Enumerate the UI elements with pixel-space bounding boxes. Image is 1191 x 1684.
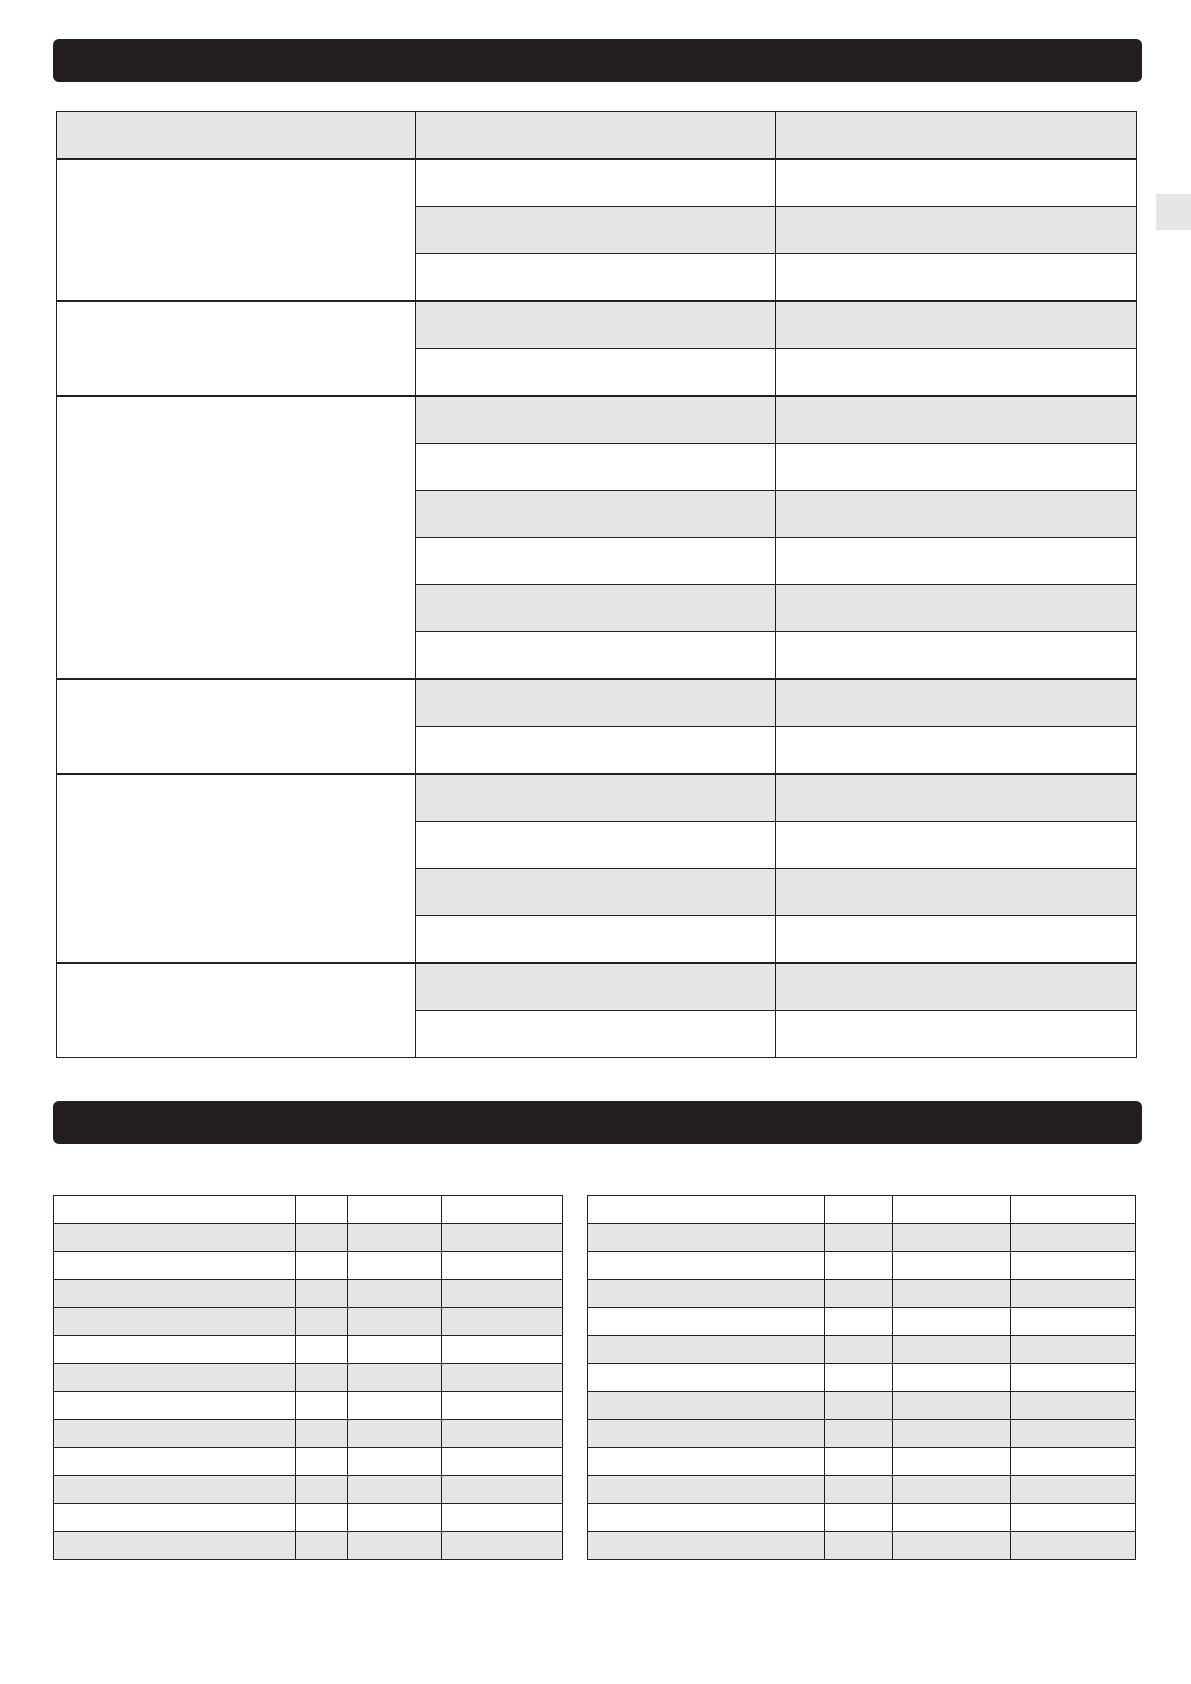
table-cell bbox=[416, 538, 776, 585]
table-cell bbox=[1011, 1532, 1136, 1560]
table-cell bbox=[296, 1280, 348, 1308]
table-cell bbox=[416, 774, 776, 822]
header-cell bbox=[416, 112, 776, 160]
table-cell bbox=[825, 1252, 893, 1280]
table-cell bbox=[416, 396, 776, 444]
table-cell bbox=[588, 1392, 825, 1420]
table-cell bbox=[416, 963, 776, 1011]
table-cell bbox=[54, 1308, 296, 1336]
table-cell bbox=[416, 159, 776, 207]
table-cell bbox=[1011, 1476, 1136, 1504]
table-cell bbox=[296, 1420, 348, 1448]
table-cell bbox=[1011, 1420, 1136, 1448]
table-row bbox=[54, 1420, 563, 1448]
specification-table bbox=[56, 111, 1137, 1058]
table-cell bbox=[825, 1280, 893, 1308]
table-cell bbox=[348, 1364, 442, 1392]
table-row bbox=[588, 1364, 1136, 1392]
table-cell bbox=[776, 632, 1137, 680]
table-cell bbox=[296, 1504, 348, 1532]
table-cell bbox=[588, 1476, 825, 1504]
group-label-cell bbox=[57, 396, 416, 679]
table-cell bbox=[1011, 1280, 1136, 1308]
table-cell bbox=[416, 254, 776, 302]
table-cell bbox=[825, 1308, 893, 1336]
table-cell bbox=[348, 1280, 442, 1308]
table-cell bbox=[776, 538, 1137, 585]
table-cell bbox=[1011, 1336, 1136, 1364]
table-cell bbox=[296, 1308, 348, 1336]
table-cell bbox=[588, 1504, 825, 1532]
table-cell bbox=[1011, 1224, 1136, 1252]
table-cell bbox=[348, 1420, 442, 1448]
table-row bbox=[588, 1224, 1136, 1252]
table-cell bbox=[893, 1504, 1011, 1532]
table-cell bbox=[776, 1011, 1137, 1058]
table-row bbox=[588, 1280, 1136, 1308]
table-row bbox=[588, 1336, 1136, 1364]
table-cell bbox=[296, 1476, 348, 1504]
table-cell bbox=[442, 1364, 563, 1392]
table-cell bbox=[54, 1196, 296, 1224]
table-cell bbox=[54, 1448, 296, 1476]
table-row bbox=[54, 1308, 563, 1336]
table-cell bbox=[1011, 1308, 1136, 1336]
table-cell bbox=[776, 254, 1137, 302]
table-cell bbox=[825, 1224, 893, 1252]
table-cell bbox=[442, 1252, 563, 1280]
table-cell bbox=[296, 1224, 348, 1252]
table-cell bbox=[442, 1504, 563, 1532]
table-cell bbox=[776, 963, 1137, 1011]
table-row bbox=[54, 1364, 563, 1392]
table-cell bbox=[1011, 1196, 1136, 1224]
table-cell bbox=[442, 1336, 563, 1364]
table-cell bbox=[776, 444, 1137, 491]
table-cell bbox=[825, 1532, 893, 1560]
table-cell bbox=[825, 1420, 893, 1448]
table-cell bbox=[442, 1280, 563, 1308]
table-cell bbox=[588, 1308, 825, 1336]
right-data-table bbox=[587, 1195, 1136, 1560]
table-row bbox=[588, 1476, 1136, 1504]
table-row bbox=[54, 1476, 563, 1504]
table-row bbox=[54, 1196, 563, 1224]
table-cell bbox=[348, 1196, 442, 1224]
table-cell bbox=[1011, 1252, 1136, 1280]
table-cell bbox=[588, 1532, 825, 1560]
header-cell bbox=[57, 112, 416, 160]
table-cell bbox=[416, 632, 776, 680]
table-cell bbox=[825, 1196, 893, 1224]
group-label-cell bbox=[57, 679, 416, 774]
table-cell bbox=[416, 822, 776, 869]
table-cell bbox=[348, 1448, 442, 1476]
table-cell bbox=[442, 1448, 563, 1476]
table-cell bbox=[588, 1448, 825, 1476]
table-row bbox=[588, 1392, 1136, 1420]
table-cell bbox=[416, 349, 776, 397]
table-cell bbox=[416, 916, 776, 964]
table-cell bbox=[1011, 1504, 1136, 1532]
table-cell bbox=[54, 1252, 296, 1280]
table-row bbox=[57, 963, 1137, 1011]
table-row bbox=[54, 1448, 563, 1476]
table-cell bbox=[54, 1224, 296, 1252]
table-cell bbox=[348, 1336, 442, 1364]
table-cell bbox=[348, 1392, 442, 1420]
table-cell bbox=[296, 1252, 348, 1280]
table-cell bbox=[588, 1224, 825, 1252]
table-cell bbox=[296, 1336, 348, 1364]
group-label-cell bbox=[57, 301, 416, 396]
table-cell bbox=[776, 916, 1137, 964]
table-cell bbox=[54, 1420, 296, 1448]
table-row bbox=[588, 1448, 1136, 1476]
table-cell bbox=[776, 159, 1137, 207]
table-cell bbox=[296, 1196, 348, 1224]
table-cell bbox=[1011, 1448, 1136, 1476]
table-cell bbox=[588, 1252, 825, 1280]
table-cell bbox=[296, 1532, 348, 1560]
table-cell bbox=[893, 1448, 1011, 1476]
table-cell bbox=[348, 1504, 442, 1532]
table-row bbox=[588, 1532, 1136, 1560]
table-cell bbox=[296, 1364, 348, 1392]
table-row bbox=[54, 1532, 563, 1560]
table-cell bbox=[442, 1476, 563, 1504]
table-cell bbox=[776, 491, 1137, 538]
table-cell bbox=[442, 1224, 563, 1252]
table-row bbox=[54, 1224, 563, 1252]
table-cell bbox=[588, 1336, 825, 1364]
table-cell bbox=[54, 1504, 296, 1532]
table-cell bbox=[588, 1364, 825, 1392]
table-cell bbox=[893, 1476, 1011, 1504]
table-cell bbox=[348, 1532, 442, 1560]
table-cell bbox=[588, 1196, 825, 1224]
table-cell bbox=[776, 774, 1137, 822]
table-row bbox=[588, 1308, 1136, 1336]
table-cell bbox=[54, 1364, 296, 1392]
table-row bbox=[588, 1252, 1136, 1280]
table-cell bbox=[416, 491, 776, 538]
table-cell bbox=[54, 1392, 296, 1420]
table-row bbox=[57, 159, 1137, 207]
side-tab-marker bbox=[1156, 194, 1191, 230]
table-cell bbox=[296, 1392, 348, 1420]
table-cell bbox=[825, 1504, 893, 1532]
left-data-table bbox=[53, 1195, 563, 1560]
table-cell bbox=[442, 1308, 563, 1336]
table-cell bbox=[776, 585, 1137, 632]
table-row bbox=[54, 1280, 563, 1308]
table-cell bbox=[296, 1448, 348, 1476]
table-row bbox=[57, 301, 1137, 349]
table-cell bbox=[416, 679, 776, 727]
table-row bbox=[54, 1336, 563, 1364]
table-cell bbox=[893, 1532, 1011, 1560]
table-cell bbox=[893, 1224, 1011, 1252]
table-cell bbox=[776, 822, 1137, 869]
table-cell bbox=[1011, 1364, 1136, 1392]
table-row bbox=[57, 396, 1137, 444]
table-cell bbox=[893, 1196, 1011, 1224]
table-cell bbox=[416, 727, 776, 775]
table-cell bbox=[893, 1280, 1011, 1308]
table-row bbox=[588, 1420, 1136, 1448]
table-cell bbox=[776, 396, 1137, 444]
table-cell bbox=[893, 1308, 1011, 1336]
table-cell bbox=[776, 301, 1137, 349]
table-cell bbox=[893, 1420, 1011, 1448]
table-cell bbox=[588, 1280, 825, 1308]
table-row bbox=[54, 1392, 563, 1420]
table-cell bbox=[1011, 1392, 1136, 1420]
section-header-bar bbox=[53, 39, 1142, 82]
table-cell bbox=[442, 1392, 563, 1420]
table-header-row bbox=[57, 112, 1137, 160]
table-cell bbox=[776, 679, 1137, 727]
table-cell bbox=[825, 1476, 893, 1504]
table-cell bbox=[54, 1336, 296, 1364]
table-cell bbox=[825, 1364, 893, 1392]
table-row bbox=[588, 1196, 1136, 1224]
table-cell bbox=[825, 1392, 893, 1420]
table-cell bbox=[588, 1420, 825, 1448]
table-cell bbox=[776, 869, 1137, 916]
table-cell bbox=[776, 207, 1137, 254]
table-cell bbox=[442, 1420, 563, 1448]
table-cell bbox=[416, 1011, 776, 1058]
table-row bbox=[57, 679, 1137, 727]
table-cell bbox=[893, 1252, 1011, 1280]
table-cell bbox=[348, 1308, 442, 1336]
table-cell bbox=[54, 1280, 296, 1308]
table-cell bbox=[442, 1196, 563, 1224]
table-cell bbox=[442, 1532, 563, 1560]
section-header-bar bbox=[53, 1101, 1142, 1144]
table-cell bbox=[54, 1476, 296, 1504]
table-cell bbox=[348, 1476, 442, 1504]
group-label-cell bbox=[57, 963, 416, 1058]
table-cell bbox=[416, 869, 776, 916]
table-cell bbox=[416, 444, 776, 491]
table-cell bbox=[893, 1392, 1011, 1420]
table-cell bbox=[825, 1448, 893, 1476]
table-cell bbox=[416, 301, 776, 349]
table-cell bbox=[893, 1364, 1011, 1392]
table-cell bbox=[348, 1224, 442, 1252]
group-label-cell bbox=[57, 774, 416, 963]
group-label-cell bbox=[57, 159, 416, 301]
table-cell bbox=[825, 1336, 893, 1364]
table-cell bbox=[348, 1252, 442, 1280]
table-cell bbox=[893, 1336, 1011, 1364]
table-cell bbox=[776, 349, 1137, 397]
table-cell bbox=[416, 585, 776, 632]
table-cell bbox=[416, 207, 776, 254]
table-row bbox=[588, 1504, 1136, 1532]
header-cell bbox=[776, 112, 1137, 160]
table-row bbox=[57, 774, 1137, 822]
table-row bbox=[54, 1504, 563, 1532]
table-cell bbox=[776, 727, 1137, 775]
table-cell bbox=[54, 1532, 296, 1560]
table-row bbox=[54, 1252, 563, 1280]
